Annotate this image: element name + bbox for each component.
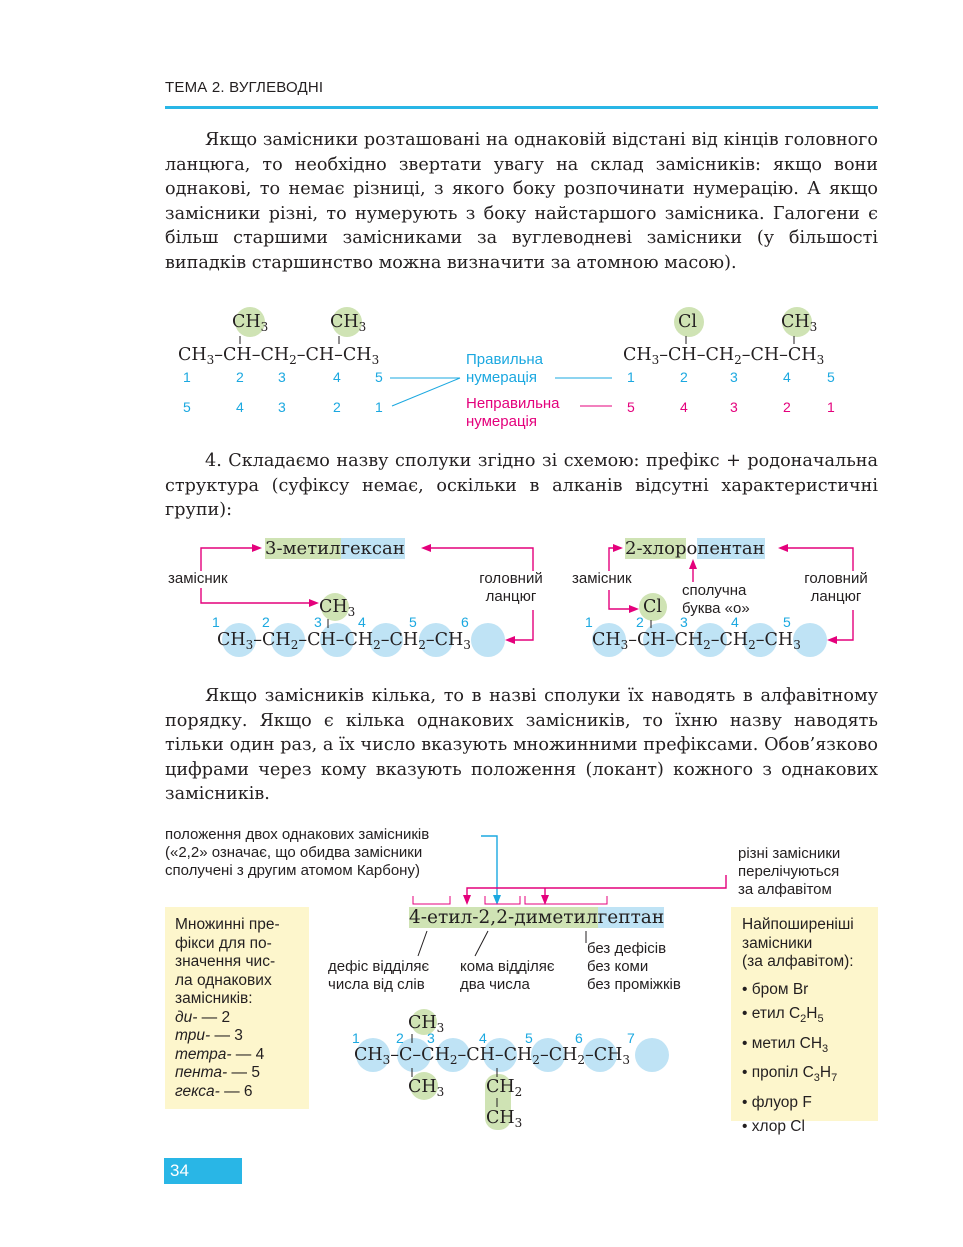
comma-note: кома відділяє два числа bbox=[460, 958, 555, 993]
chloro-group: Cl bbox=[643, 597, 662, 617]
substituent-label: замісник bbox=[572, 570, 632, 587]
locant: 2 bbox=[262, 614, 270, 630]
locant: 3 bbox=[278, 399, 286, 415]
chloro-group: Cl bbox=[678, 312, 697, 332]
locant: 2 bbox=[333, 399, 341, 415]
main-chain-formula: $CH_3-CH-CH_2-CH-CH_3$ bbox=[178, 345, 380, 367]
prefix-item: тетра- — 4 bbox=[175, 1045, 265, 1063]
methyl-group: $CH_3$ bbox=[408, 1077, 445, 1099]
compound-name-2-chloropentane: 2-хлоропентан bbox=[625, 538, 765, 559]
multiplying-prefixes-box bbox=[165, 907, 309, 1109]
substituents-box-title: Найпоширеніші замісники (за алфавітом): bbox=[742, 916, 854, 970]
main-chain-formula: $CH_3-CH-CH_2-CH-CH_3$ bbox=[623, 345, 825, 367]
locant: 2 bbox=[680, 369, 688, 385]
substituent-bromo: • бром Br bbox=[742, 980, 809, 998]
locant: 4 bbox=[479, 1030, 487, 1046]
correct-numbering-label: Правильна нумерація bbox=[466, 351, 544, 386]
locant: 2 bbox=[783, 399, 791, 415]
main-chain-label: головний ланцюг bbox=[804, 570, 868, 605]
methyl-group: $CH_3$ bbox=[232, 312, 269, 334]
locant: 4 bbox=[680, 399, 688, 415]
locant: 3 bbox=[730, 369, 738, 385]
locant: 5 bbox=[375, 369, 383, 385]
locant: 4 bbox=[333, 369, 341, 385]
substituent-methyl: • метил $CH_3$ bbox=[742, 1034, 829, 1055]
paragraph-2-text: 4. Складаємо назву сполуки згідно зі схемою: префікс + родоначальна структура (суфіксу немає, оскільки в алканів відсутні характеристичні групи): bbox=[165, 451, 878, 520]
prefix-box-title: Множинні пре- фікси для по- значення чис- ла однакових замісників: bbox=[175, 916, 280, 1007]
locant: 5 bbox=[827, 369, 835, 385]
main-chain-label: головний ланцюг bbox=[479, 570, 543, 605]
paragraph-1-text: Якщо замісники розташовані на однаковій відстані від кінців головного ланцюга, то необхідно звертати увагу на склад замісників: якщо вони однакові, то немає різниці, з якого боку розпочинати нумерацію. А якщо замісники різні, то нумерують з боку найстаршого замісника. Галогени є більш старшими замісниками за вуглеводневі замісники (у більшості випадків старшинство можна визначити за атомною масою). bbox=[165, 130, 878, 273]
locant: 1 bbox=[183, 369, 191, 385]
main-chain-formula: $CH_3-CH_2-CH-CH_2-CH_2-CH_3$ bbox=[217, 630, 471, 652]
locant: 4 bbox=[731, 614, 739, 630]
methyl-group: $CH_3$ bbox=[330, 312, 367, 334]
substituent-propyl: • пропіл $C_3H_7$ bbox=[742, 1064, 838, 1085]
locant: 4 bbox=[783, 369, 791, 385]
locant: 5 bbox=[783, 614, 791, 630]
locant: 3 bbox=[730, 399, 738, 415]
locant: 7 bbox=[627, 1030, 635, 1046]
prefix-item: три- — 3 bbox=[175, 1027, 243, 1044]
substituent-chloro: • хлор Cl bbox=[742, 1118, 805, 1136]
paragraph-3 bbox=[165, 684, 878, 807]
wrong-numbering-label: Неправильна нумерація bbox=[466, 395, 560, 430]
running-header: ТЕМА 2. ВУГЛЕВОДНІ bbox=[165, 79, 324, 96]
compound-name-3-methylhexane: 3-метилгексан bbox=[265, 538, 405, 559]
compound-name-4-ethyl-2-2-dimethylheptane: 4-етил-2,2-диметилгептан bbox=[409, 907, 665, 928]
methyl-group: $CH_3$ bbox=[781, 312, 818, 334]
methyl-group: $CH_3$ bbox=[408, 1013, 445, 1035]
paragraph-3-text: Якщо замісників кілька, то в назві сполуки їх наводять в алфавітному порядку. Якщо є кілька однакових замісників, то їхню назву наводять тільки один раз, а їх число вказують множинними префіксами. Обов’язково цифрами через кому вказують положення (локант) кожного з однакових замісників. bbox=[165, 686, 878, 804]
locant: 3 bbox=[278, 369, 286, 385]
prefix-item: ди- — 2 bbox=[175, 1008, 231, 1026]
locant: 1 bbox=[352, 1030, 360, 1046]
locant: 3 bbox=[680, 614, 688, 630]
hyphen-note: дефіс відділяє числа від слів bbox=[328, 958, 430, 993]
main-chain-formula: $CH_3-C-CH_2-CH-CH_2-CH_2-CH_3$ bbox=[354, 1045, 631, 1067]
prefix-item: гекса- — 6 bbox=[175, 1082, 253, 1100]
locant: 1 bbox=[212, 614, 220, 630]
locant: 5 bbox=[409, 614, 417, 630]
locant: 6 bbox=[575, 1030, 583, 1046]
ethyl-group-ch2: $CH_2$ bbox=[486, 1077, 523, 1099]
prefix-item: пента- — 5 bbox=[175, 1064, 260, 1081]
locant: 5 bbox=[627, 399, 635, 415]
main-chain-formula: $CH_3-CH-CH_2-CH_2-CH_3$ bbox=[592, 630, 801, 652]
alphabetical-note: різні замісники перелічуються за алфавітом bbox=[738, 845, 841, 898]
locant: 2 bbox=[396, 1030, 404, 1046]
locant: 6 bbox=[461, 614, 469, 630]
locant: 1 bbox=[627, 369, 635, 385]
positions-note: положення двох однакових замісників («2,2» означає, що обидва замісники сполучені з другим атомом Карбону) bbox=[165, 826, 430, 879]
substituent-fluoro: • флуор F bbox=[742, 1093, 812, 1111]
locant: 4 bbox=[236, 399, 244, 415]
locant: 1 bbox=[375, 399, 383, 415]
linking-letter-label: сполучна буква «о» bbox=[682, 582, 750, 617]
locant: 2 bbox=[236, 369, 244, 385]
locant: 5 bbox=[525, 1030, 533, 1046]
substituent-label: замісник bbox=[168, 570, 228, 587]
locant: 1 bbox=[585, 614, 593, 630]
locant: 4 bbox=[358, 614, 366, 630]
substituent-ethyl: • етил $C_2H_5$ bbox=[742, 1005, 824, 1026]
paragraph-2 bbox=[165, 449, 878, 523]
common-substituents-box bbox=[731, 907, 878, 1136]
locant: 1 bbox=[827, 399, 835, 415]
locant: 5 bbox=[183, 399, 191, 415]
locant: 3 bbox=[427, 1030, 435, 1046]
locant: 3 bbox=[314, 614, 322, 630]
methyl-group: $CH_3$ bbox=[319, 597, 356, 619]
no-spaces-note: без дефісів без коми без проміжків bbox=[587, 940, 681, 993]
locant: 2 bbox=[636, 614, 644, 630]
ethyl-group-ch3: $CH_3$ bbox=[486, 1108, 523, 1130]
page-number: 34 bbox=[164, 1158, 242, 1184]
